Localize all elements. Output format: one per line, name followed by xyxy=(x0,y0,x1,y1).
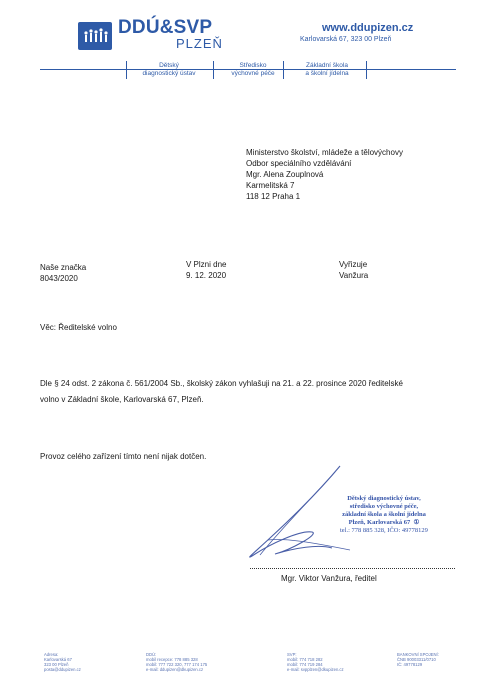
reference-block: Naše značka 8043/2020 xyxy=(40,263,87,283)
divider xyxy=(283,61,284,79)
recipient-address: Ministerstvo školství, mládeže a tělovýchovy Odbor speciálního vzdělávání Mgr. Alena Zouplnová Karmelitská 7 118 12 Praha 1 xyxy=(246,148,403,201)
logo-subtitle: PLZEŇ xyxy=(176,36,223,51)
body-paragraph-2: Provoz celého zařízení tímto není nijak dotčen. xyxy=(40,452,207,461)
footer-bank: BANKOVNÍ SPOJENÍ: ČNB 90003311/0710 IČ: 49778129 xyxy=(397,652,439,667)
date-block: V Plzni dne 9. 12. 2020 xyxy=(186,260,227,280)
dept-svp: Středisko výchovné péče xyxy=(231,62,275,77)
footer-ddu: DDÚ: mobil recepce: 778 885 328 mobil: 777 722 320, 777 174 175 e-mail: ddupizen@dkupizen.cz xyxy=(146,652,208,672)
logo-icon xyxy=(78,22,112,50)
official-stamp: Dětský diagnostický ústav, středisko výchovné péče, základní škola a školní jídelna Plzeň, Karlovarská 67 ① tel.: 778 885 328, IČO: 49778129 xyxy=(340,495,428,534)
dept-school: Základní škola a školní jídelna xyxy=(305,62,349,77)
subject-line: Věc: Ředitelské volno xyxy=(40,323,117,332)
footer-address: Adresa: Karlovarská 67 323 00 Plzeň posta@ddupizen.cz xyxy=(44,652,81,672)
divider xyxy=(366,61,367,79)
divider xyxy=(213,61,214,79)
divider xyxy=(126,61,127,79)
handler-block: Vyřizuje Vanžura xyxy=(339,260,369,280)
logo-title: DDÚ&SVP xyxy=(118,17,213,38)
signatory-name: Mgr. Viktor Vanžura, ředitel xyxy=(281,574,377,583)
website-link[interactable]: www.ddupizen.cz xyxy=(322,22,414,34)
footer-svp: SVP: mobil: 774 718 282 mobil: 774 719 284 e-mail: svpplzen@dkupizen.cz xyxy=(287,652,344,672)
signature-line xyxy=(250,568,455,569)
header-address: Karlovarská 67, 323 00 Plzeň xyxy=(300,36,392,43)
body-paragraph: Dle § 24 odst. 2 zákona č. 561/2004 Sb., školský zákon vyhlašuji na 21. a 22. prosince 2020 ředitelské volno v Základní škole, Karlovarská 67, Plzeň. xyxy=(40,379,403,404)
dept-diagnostic: Dětský diagnostický ústav xyxy=(142,62,196,77)
